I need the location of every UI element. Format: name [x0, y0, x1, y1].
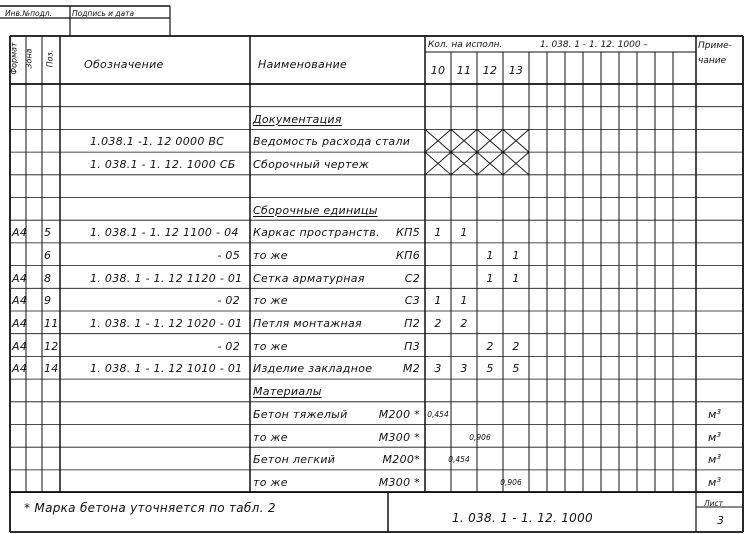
row-qty: 2 [460, 317, 468, 330]
row-designation: 1. 038. 1 - 1. 12 1120 - 01 [90, 271, 243, 285]
variant-header: 10 [430, 64, 446, 77]
variant-header: 11 [456, 64, 472, 77]
row-qty: 1 [434, 294, 442, 308]
sheet-number: 3 [717, 514, 725, 527]
row-note: $м^3$ [708, 453, 722, 467]
row-format: А4 [12, 294, 28, 308]
row-designation: - 02 [217, 339, 240, 353]
row-code: С3 [404, 294, 420, 308]
section-heading: Сборочные единицы [253, 203, 378, 217]
header-format: Формат [9, 42, 19, 75]
header-designation: Обозначение [84, 58, 164, 71]
row-format: А4 [12, 362, 28, 376]
row-code: М200* [382, 453, 420, 467]
row-designation: 1. 038.1 - 1. 12. 1000 СБ [90, 158, 236, 172]
row-position: 6 [44, 248, 52, 262]
row-qty: 0,454 [427, 409, 449, 419]
row-note-superscript: 3 [716, 430, 722, 439]
row-position: 8 [44, 271, 52, 285]
row-qty: 1 [486, 248, 494, 262]
row-qty: 5 [486, 362, 494, 376]
row-name: Бетон тяжелый [253, 407, 348, 421]
row-code: М300 * [378, 475, 420, 489]
row-note-superscript: 3 [716, 453, 722, 462]
row-qty: 1 [512, 271, 520, 285]
row-qty: 1 [486, 271, 494, 285]
row-name: Сборочный чертеж [253, 158, 370, 172]
row-name: Бетон легкий [253, 453, 336, 467]
row-position: 12 [44, 339, 59, 353]
row-note: $м^3$ [708, 430, 722, 444]
row-name: Петля монтажная [253, 317, 362, 330]
inv-label: Инв.№подл. [5, 9, 52, 18]
row-qty: 1 [460, 226, 468, 240]
row-name: то же [253, 294, 288, 308]
row-note-superscript: 3 [716, 407, 722, 416]
footnote: * Марка бетона уточняется по табл. 2 [24, 501, 276, 515]
row-qty: 2 [434, 317, 442, 330]
header-pos: Поз. [45, 49, 55, 68]
row-qty: 2 [512, 339, 520, 353]
sign-label: Подпись и дата [72, 9, 135, 18]
header-note: Приме-чание [698, 41, 732, 66]
row-qty: 1 [460, 294, 468, 308]
row-name: Каркас пространств. [253, 226, 380, 240]
row-code: М300 * [378, 430, 420, 444]
row-code: КП6 [396, 248, 420, 262]
row-note: $м^3$ [708, 407, 722, 421]
sheet-label: Лист [704, 499, 724, 508]
row-format: А4 [12, 226, 28, 240]
row-name: то же [253, 339, 288, 353]
row-format: А4 [12, 339, 28, 353]
row-designation: 1. 038. 1 - 1. 12 1020 - 01 [90, 317, 243, 330]
variant-header: 12 [482, 64, 498, 77]
row-qty: 2 [486, 339, 494, 353]
row-code: П3 [404, 339, 420, 353]
header-zone: Зона [24, 48, 34, 69]
row-name: Ведомость расхода стали [253, 135, 411, 149]
row-qty: 3 [460, 362, 468, 376]
row-code: П2 [404, 317, 420, 330]
section-heading: Документация [253, 112, 342, 126]
row-position: 9 [44, 294, 52, 308]
row-designation: 1. 038. 1 - 1. 12 1010 - 01 [90, 362, 243, 376]
row-name: то же [253, 475, 288, 489]
row-qty: 1 [434, 226, 442, 240]
row-designation: 1.038.1 -1. 12 0000 ВС [90, 135, 225, 149]
row-name: Изделие закладное [253, 362, 373, 376]
section-heading: Материалы [253, 385, 322, 399]
row-qty: 1 [512, 248, 520, 262]
row-format: А4 [12, 317, 28, 330]
row-position: 5 [44, 226, 52, 240]
row-code: КП5 [396, 226, 420, 240]
row-position: 14 [44, 362, 59, 376]
row-note: $м^3$ [708, 475, 722, 489]
row-code: М2 [402, 362, 420, 376]
row-code: М200 * [378, 407, 420, 421]
row-code: С2 [404, 271, 420, 285]
row-qty: 5 [512, 362, 520, 376]
row-designation: - 05 [217, 248, 240, 262]
header-qty-range: 1. 038. 1 - 1. 12. 1000 – [540, 40, 648, 50]
row-designation: - 02 [217, 294, 240, 308]
header-name: Наименование [258, 58, 348, 71]
row-qty: 0,454 [448, 455, 470, 465]
row-qty: 0,906 [469, 432, 491, 442]
row-designation: 1. 038.1 - 1. 12 1100 - 04 [90, 226, 239, 240]
variant-header: 13 [508, 64, 524, 77]
row-name: Сетка арматурная [253, 271, 365, 285]
row-note-superscript: 3 [716, 475, 722, 484]
row-name: то же [253, 248, 288, 262]
row-qty: 0,906 [500, 477, 522, 487]
row-format: А4 [12, 271, 28, 285]
doc-code: 1. 038. 1 - 1. 12. 1000 [452, 511, 593, 525]
row-name: то же [253, 430, 288, 444]
row-qty: 3 [434, 362, 442, 376]
header-qty-label: Кол. на исполн. [428, 40, 503, 50]
row-position: 11 [44, 317, 59, 330]
